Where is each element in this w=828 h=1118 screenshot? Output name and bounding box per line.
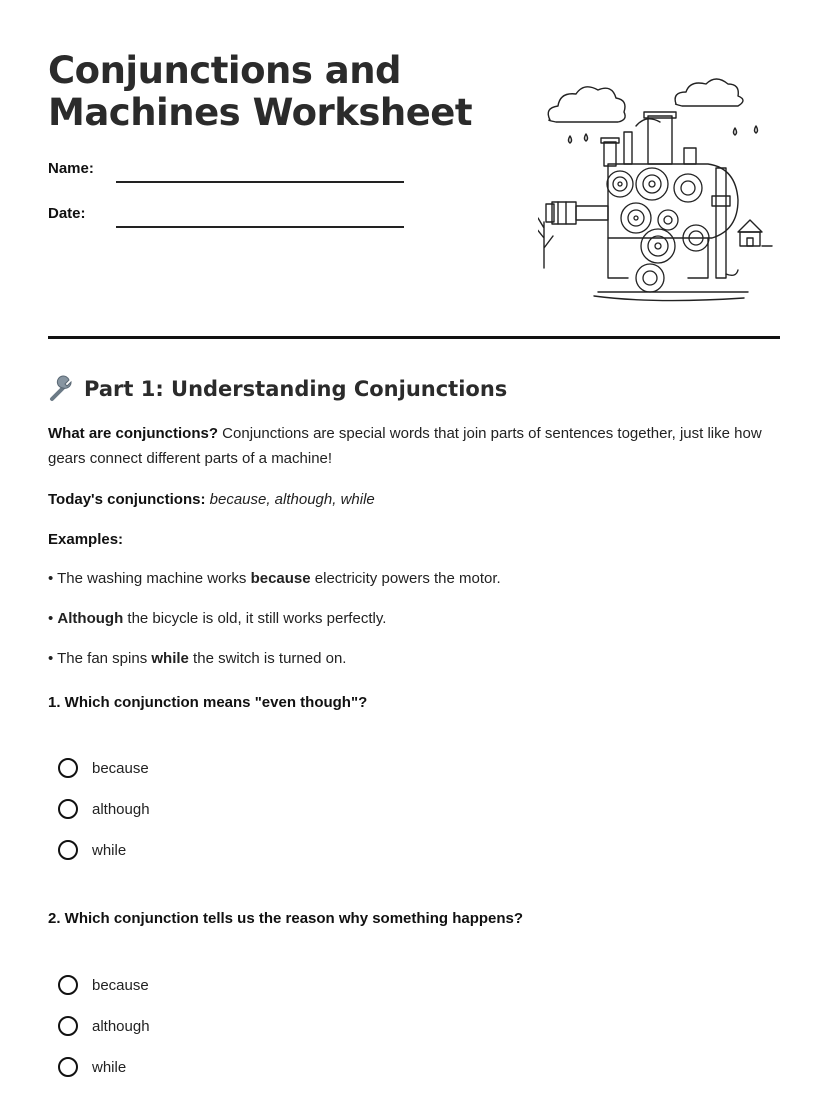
machine-body [608,164,738,238]
example-text: • The fan spins [48,650,152,667]
title-line-1: Conjunctions and [48,49,402,92]
machine-right-pipe [712,168,738,278]
cloud-left [548,87,625,122]
tree [538,218,553,268]
machine-gears [607,168,709,292]
intro-text: Conjunctions are special words that join parts of sentences together, just like how gears connect different parts of a machine! [48,425,762,467]
example-text: • [48,610,58,627]
radio-button[interactable] [58,840,78,860]
option-label: although [92,1017,150,1035]
today-list: because, although, while [209,491,375,508]
q1-option-because[interactable] [58,756,149,780]
intro-bold: What are conjunctions? [48,425,219,442]
date-label: Date: [48,205,86,222]
date-field[interactable] [48,205,408,229]
radio-button[interactable] [58,799,78,819]
examples-label: Examples: [48,531,124,548]
option-label: because [92,976,149,994]
q1-option-while[interactable] [58,838,126,862]
radio-button[interactable] [58,1016,78,1036]
radio-button[interactable] [58,758,78,778]
example-text: the switch is turned on. [188,650,347,667]
example-item [48,608,386,630]
rain-drops [569,126,758,143]
q2-option-while[interactable] [58,1055,126,1079]
worksheet-title [48,50,518,134]
cloud-right [675,79,743,106]
name-line[interactable] [116,181,404,183]
part1-heading [48,374,507,404]
question-1: 1. Which conjunction means "even though"? [48,694,368,711]
house [738,220,772,246]
wrench-icon [48,375,76,403]
today-label: Today's conjunctions: [48,491,206,508]
option-label: while [92,1058,127,1076]
radio-button[interactable] [58,975,78,995]
option-label: although [92,800,150,818]
example-item [48,568,501,590]
part1-heading-text: Part 1: Understanding Conjunctions [84,377,508,401]
machine-pipe [546,202,608,224]
q1-option-although[interactable] [58,797,150,821]
question-2: 2. Which conjunction tells us the reason why something happens? [48,910,524,927]
example-conjunction: because [250,570,311,587]
example-text: electricity powers the motor. [310,570,501,587]
q2-option-because[interactable] [58,973,149,997]
date-line[interactable] [116,226,404,228]
example-text: • The washing machine works [48,570,251,587]
name-label: Name: [48,160,94,177]
title-line-2: Machines Worksheet [48,91,473,134]
option-label: because [92,759,149,777]
example-conjunction: Although [57,610,124,627]
example-item [48,648,346,670]
today-conjunctions [48,487,780,512]
q2-option-although[interactable] [58,1014,150,1038]
examples-heading [48,527,780,552]
header-divider [48,336,780,339]
intro-paragraph [48,421,780,471]
radio-button[interactable] [58,1057,78,1077]
name-field[interactable] [48,160,408,184]
example-conjunction: while [151,650,189,667]
example-text: the bicycle is old, it still works perfectly. [123,610,387,627]
machine-illustration [538,78,788,303]
machine-chimneys [601,112,696,166]
option-label: while [92,841,127,859]
